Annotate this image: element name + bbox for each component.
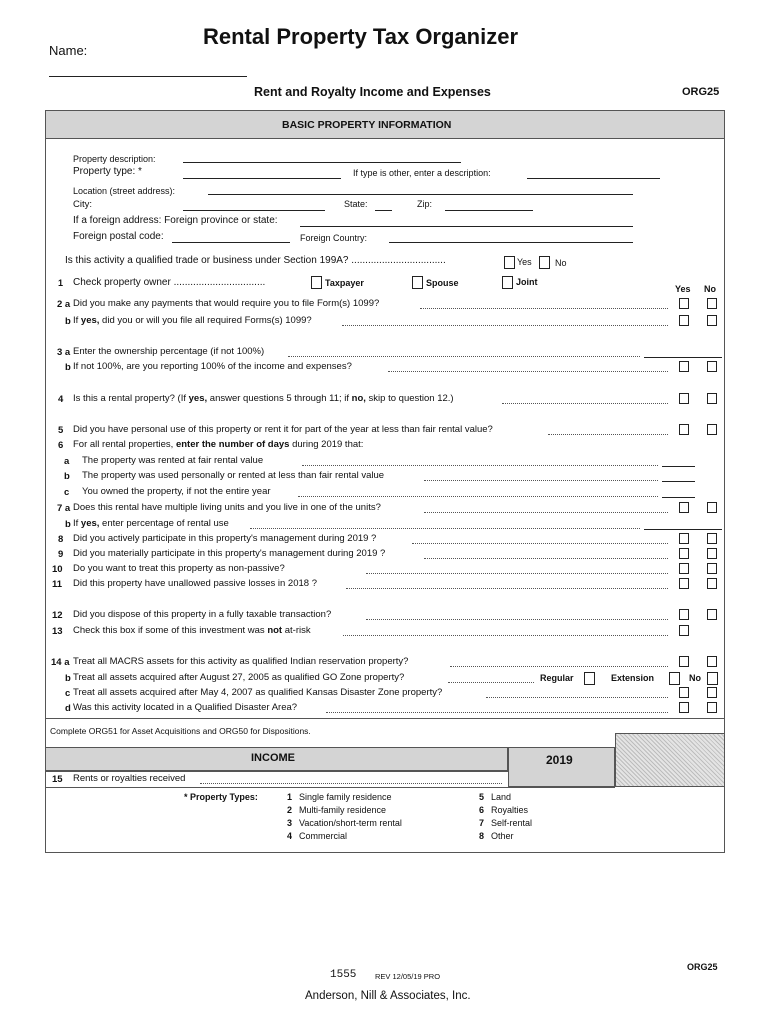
zip-label: Zip: <box>417 199 433 209</box>
q3a-leader <box>288 356 640 357</box>
property-types-label: * Property Types: <box>184 792 258 802</box>
complete-note: Complete ORG51 for Asset Acquisitions and ORG50 for Dispositions. <box>50 726 311 736</box>
q6a-leader <box>302 465 658 466</box>
q7a-leader <box>424 512 668 513</box>
q2a-number: 2 a <box>57 299 71 310</box>
q6c-number: c <box>64 487 70 498</box>
extension-checkbox[interactable] <box>669 672 680 685</box>
q14d-no-checkbox[interactable] <box>707 702 717 713</box>
q14c-leader <box>486 697 668 698</box>
q6b-number: b <box>64 471 70 482</box>
property-type-number: 4 <box>287 831 293 841</box>
foreign-province-field[interactable] <box>300 226 633 227</box>
q14b-text: Treat all assets acquired after August 27, 2005 as qualified GO Zone property? <box>73 672 405 683</box>
q7b-text: If yes, enter percentage of rental use <box>73 518 229 529</box>
q5-no-checkbox[interactable] <box>707 424 717 435</box>
footer-form-code: ORG25 <box>687 962 718 972</box>
q14a-text: Treat all MACRS assets for this activity as qualified Indian reservation property? <box>73 656 409 667</box>
q199a-no-checkbox[interactable] <box>539 256 550 269</box>
type-other-field[interactable] <box>527 178 660 179</box>
note-divider <box>45 718 725 719</box>
taxpayer-checkbox[interactable] <box>311 276 322 289</box>
q7a-no-checkbox[interactable] <box>707 502 717 513</box>
income-title: INCOME <box>251 752 295 764</box>
q2b-no-checkbox[interactable] <box>707 315 717 326</box>
property-type-number: 8 <box>479 831 485 841</box>
q6a-text: The property was rented at fair rental value <box>82 455 264 466</box>
spouse-label: Spouse <box>426 278 459 288</box>
q12-leader <box>366 619 668 620</box>
property-type-number: 2 <box>287 805 293 815</box>
q3b-no-checkbox[interactable] <box>707 361 717 372</box>
q2a-yes-checkbox[interactable] <box>679 298 689 309</box>
property-type-item: Land <box>491 792 512 802</box>
property-type-label: Property type: * <box>73 166 142 177</box>
foreign-address-label: If a foreign address: Foreign province or state: <box>73 215 278 226</box>
q2b-number: b <box>65 316 71 327</box>
q3b-number: b <box>65 362 71 373</box>
q2b-yes-checkbox[interactable] <box>679 315 689 326</box>
q14d-number: d <box>65 703 71 714</box>
q14b-leader <box>448 682 534 683</box>
q14a-leader <box>450 666 668 667</box>
q6-number: 6 <box>58 440 64 451</box>
q5-text: Did you have personal use of this property or rent it for part of the year at less than fair rental value? <box>73 424 493 435</box>
q8-leader <box>412 543 668 544</box>
city-label: City: <box>73 199 92 210</box>
q15-number: 15 <box>52 774 63 785</box>
q199a-text: Is this activity a qualified trade or business under Section 199A? .................................. <box>65 255 446 266</box>
q10-no-checkbox[interactable] <box>707 563 717 574</box>
days-rented-field[interactable] <box>662 466 695 467</box>
property-type-item: Multi-family residence <box>299 805 387 815</box>
col-yes-header: Yes <box>675 284 691 294</box>
q8-yes-checkbox[interactable] <box>679 533 689 544</box>
col-no-header: No <box>704 284 716 294</box>
property-description-field[interactable] <box>183 162 461 163</box>
q7b-number: b <box>65 519 71 530</box>
q4-yes-checkbox[interactable] <box>679 393 689 404</box>
q14c-text: Treat all assets acquired after May 4, 2007 as qualified Kansas Disaster Zone property? <box>73 687 443 698</box>
q14b-no-checkbox[interactable] <box>707 672 718 685</box>
q6b-text: The property was used personally or rented at less than fair rental value <box>82 470 385 481</box>
q12-yes-checkbox[interactable] <box>679 609 689 620</box>
shaded-block <box>615 733 725 787</box>
type-other-label: If type is other, enter a description: <box>353 168 491 178</box>
q2a-leader <box>420 308 668 309</box>
q7b-leader <box>250 528 640 529</box>
q13-number: 13 <box>52 626 63 637</box>
q12-text: Did you dispose of this property in a fully taxable transaction? <box>73 609 332 620</box>
q2a-no-checkbox[interactable] <box>707 298 717 309</box>
q5-leader <box>548 434 668 435</box>
days-owned-field[interactable] <box>662 497 695 498</box>
q3a-number: 3 a <box>57 347 71 358</box>
q9-no-checkbox[interactable] <box>707 548 717 559</box>
state-field[interactable] <box>375 210 392 211</box>
state-label: State: <box>344 199 368 209</box>
q14b-number: b <box>65 673 71 684</box>
publisher: Anderson, Nill & Associates, Inc. <box>305 990 471 1002</box>
q9-number: 9 <box>58 549 64 560</box>
zip-field[interactable] <box>445 210 533 211</box>
q14a-yes-checkbox[interactable] <box>679 656 689 667</box>
q13-text: Check this box if some of this investment was not at-risk <box>73 625 311 636</box>
q5-yes-checkbox[interactable] <box>679 424 689 435</box>
location-field[interactable] <box>208 194 633 195</box>
q10-text: Do you want to treat this property as non-passive? <box>73 563 285 574</box>
rents-received-field[interactable] <box>510 772 613 786</box>
property-description-label: Property description: <box>73 154 156 164</box>
foreign-postal-field[interactable] <box>172 242 290 243</box>
q1-text: Check property owner ................................. <box>73 277 266 288</box>
q3a-text: Enter the ownership percentage (if not 100%) <box>73 346 265 357</box>
regular-checkbox[interactable] <box>584 672 595 685</box>
q1-number: 1 <box>58 278 64 288</box>
q14a-number: 14 a <box>51 657 70 668</box>
property-type-item: Vacation/short-term rental <box>299 818 402 828</box>
q199a-no-label: No <box>555 258 567 268</box>
q13-checkbox[interactable] <box>679 625 689 636</box>
city-field[interactable] <box>183 210 325 211</box>
q199a-yes-label: Yes <box>517 257 532 267</box>
q3b-yes-checkbox[interactable] <box>679 361 689 372</box>
q14c-yes-checkbox[interactable] <box>679 687 689 698</box>
income-row-top <box>45 771 508 772</box>
location-label: Location (street address): <box>73 186 176 196</box>
q6b-leader <box>424 480 658 481</box>
q9-leader <box>424 558 668 559</box>
q14d-leader <box>326 712 668 713</box>
foreign-country-label: Foreign Country: <box>300 233 368 243</box>
form-subtitle: Rent and Royalty Income and Expenses <box>254 85 491 99</box>
q14d-yes-checkbox[interactable] <box>679 702 689 713</box>
property-type-item: Royalties <box>491 805 529 815</box>
q8-no-checkbox[interactable] <box>707 533 717 544</box>
q9-yes-checkbox[interactable] <box>679 548 689 559</box>
taxpayer-label: Taxpayer <box>325 278 364 288</box>
property-type-item: Single family residence <box>299 792 392 802</box>
q199a-yes-checkbox[interactable] <box>504 256 515 269</box>
page-number: 1555 <box>330 969 357 981</box>
q4-number: 4 <box>58 394 64 405</box>
property-type-number: 7 <box>479 818 485 828</box>
joint-label: Joint <box>516 277 538 287</box>
regular-label: Regular <box>540 673 574 683</box>
q14c-number: c <box>65 688 71 699</box>
q14c-no-checkbox[interactable] <box>707 687 717 698</box>
q3b-leader <box>388 371 668 372</box>
property-type-item: Self-rental <box>491 818 533 828</box>
property-type-item: Commercial <box>299 831 348 841</box>
q6c-text: You owned the property, if not the entire year <box>82 486 271 497</box>
q10-leader <box>366 573 668 574</box>
q11-yes-checkbox[interactable] <box>679 578 689 589</box>
q7a-text: Does this rental have multiple living units and you live in one of the units? <box>73 502 381 513</box>
q11-no-checkbox[interactable] <box>707 578 717 589</box>
q2b-text: If yes, did you or will you file all required Forms(s) 1099? <box>73 315 312 326</box>
q11-text: Did this property have unallowed passive losses in 2018 ? <box>73 578 317 589</box>
extension-label: Extension <box>611 673 655 683</box>
property-type-number: 1 <box>287 792 293 802</box>
q7a-number: 7 a <box>57 503 71 514</box>
q14d-text: Was this activity located in a Qualified Disaster Area? <box>73 702 298 713</box>
spouse-checkbox[interactable] <box>412 276 423 289</box>
q9-text: Did you materially participate in this property's management during 2019 ? <box>73 548 386 559</box>
property-type-number: 5 <box>479 792 485 802</box>
q2a-text: Did you make any payments that would require you to file Form(s) 1099? <box>73 298 380 309</box>
q4-text: Is this a rental property? (If yes, answer questions 5 through 11; if no, skip to question 12.) <box>73 393 454 404</box>
q3b-text: If not 100%, are you reporting 100% of the income and expenses? <box>73 361 352 372</box>
q15-text: Rents or royalties received <box>73 773 186 784</box>
property-type-number: 6 <box>479 805 485 815</box>
name-field[interactable] <box>49 76 247 77</box>
income-row-bottom <box>45 787 615 788</box>
q6a-number: a <box>64 456 70 467</box>
q15-leader <box>200 783 502 784</box>
foreign-postal-label: Foreign postal code: <box>73 231 164 242</box>
q13-leader <box>343 635 668 636</box>
page-title: Rental Property Tax Organizer <box>203 24 519 49</box>
days-personal-field[interactable] <box>662 481 695 482</box>
foreign-country-field[interactable] <box>389 242 633 243</box>
q14a-no-checkbox[interactable] <box>707 656 717 667</box>
q11-number: 11 <box>52 579 63 590</box>
q6-text: For all rental properties, enter the number of days during 2019 that: <box>73 439 364 450</box>
q5-number: 5 <box>58 425 64 436</box>
q8-text: Did you actively participate in this property's management during 2019 ? <box>73 533 377 544</box>
q6c-leader <box>298 496 658 497</box>
q10-number: 10 <box>52 564 63 575</box>
q12-no-checkbox[interactable] <box>707 609 717 620</box>
property-type-field[interactable] <box>183 178 341 179</box>
revision-label: REV 12/05/19 PRO <box>375 972 441 981</box>
q7a-yes-checkbox[interactable] <box>679 502 689 513</box>
q4-no-checkbox[interactable] <box>707 393 717 404</box>
ownership-percentage-field[interactable] <box>644 357 722 358</box>
q4-leader <box>502 403 668 404</box>
rental-use-percentage-field[interactable] <box>644 529 722 530</box>
section-title: BASIC PROPERTY INFORMATION <box>282 119 452 131</box>
q2b-leader <box>342 325 668 326</box>
property-type-number: 3 <box>287 818 293 828</box>
income-year: 2019 <box>546 753 573 767</box>
q10-yes-checkbox[interactable] <box>679 563 689 574</box>
property-type-item: Other <box>491 831 514 841</box>
form-code: ORG25 <box>682 86 720 98</box>
q12-number: 12 <box>52 610 63 621</box>
q14b-no-label: No <box>689 673 701 683</box>
q11-leader <box>346 588 668 589</box>
name-label: Name: <box>49 43 88 58</box>
q8-number: 8 <box>58 534 64 545</box>
joint-checkbox[interactable] <box>502 276 513 289</box>
